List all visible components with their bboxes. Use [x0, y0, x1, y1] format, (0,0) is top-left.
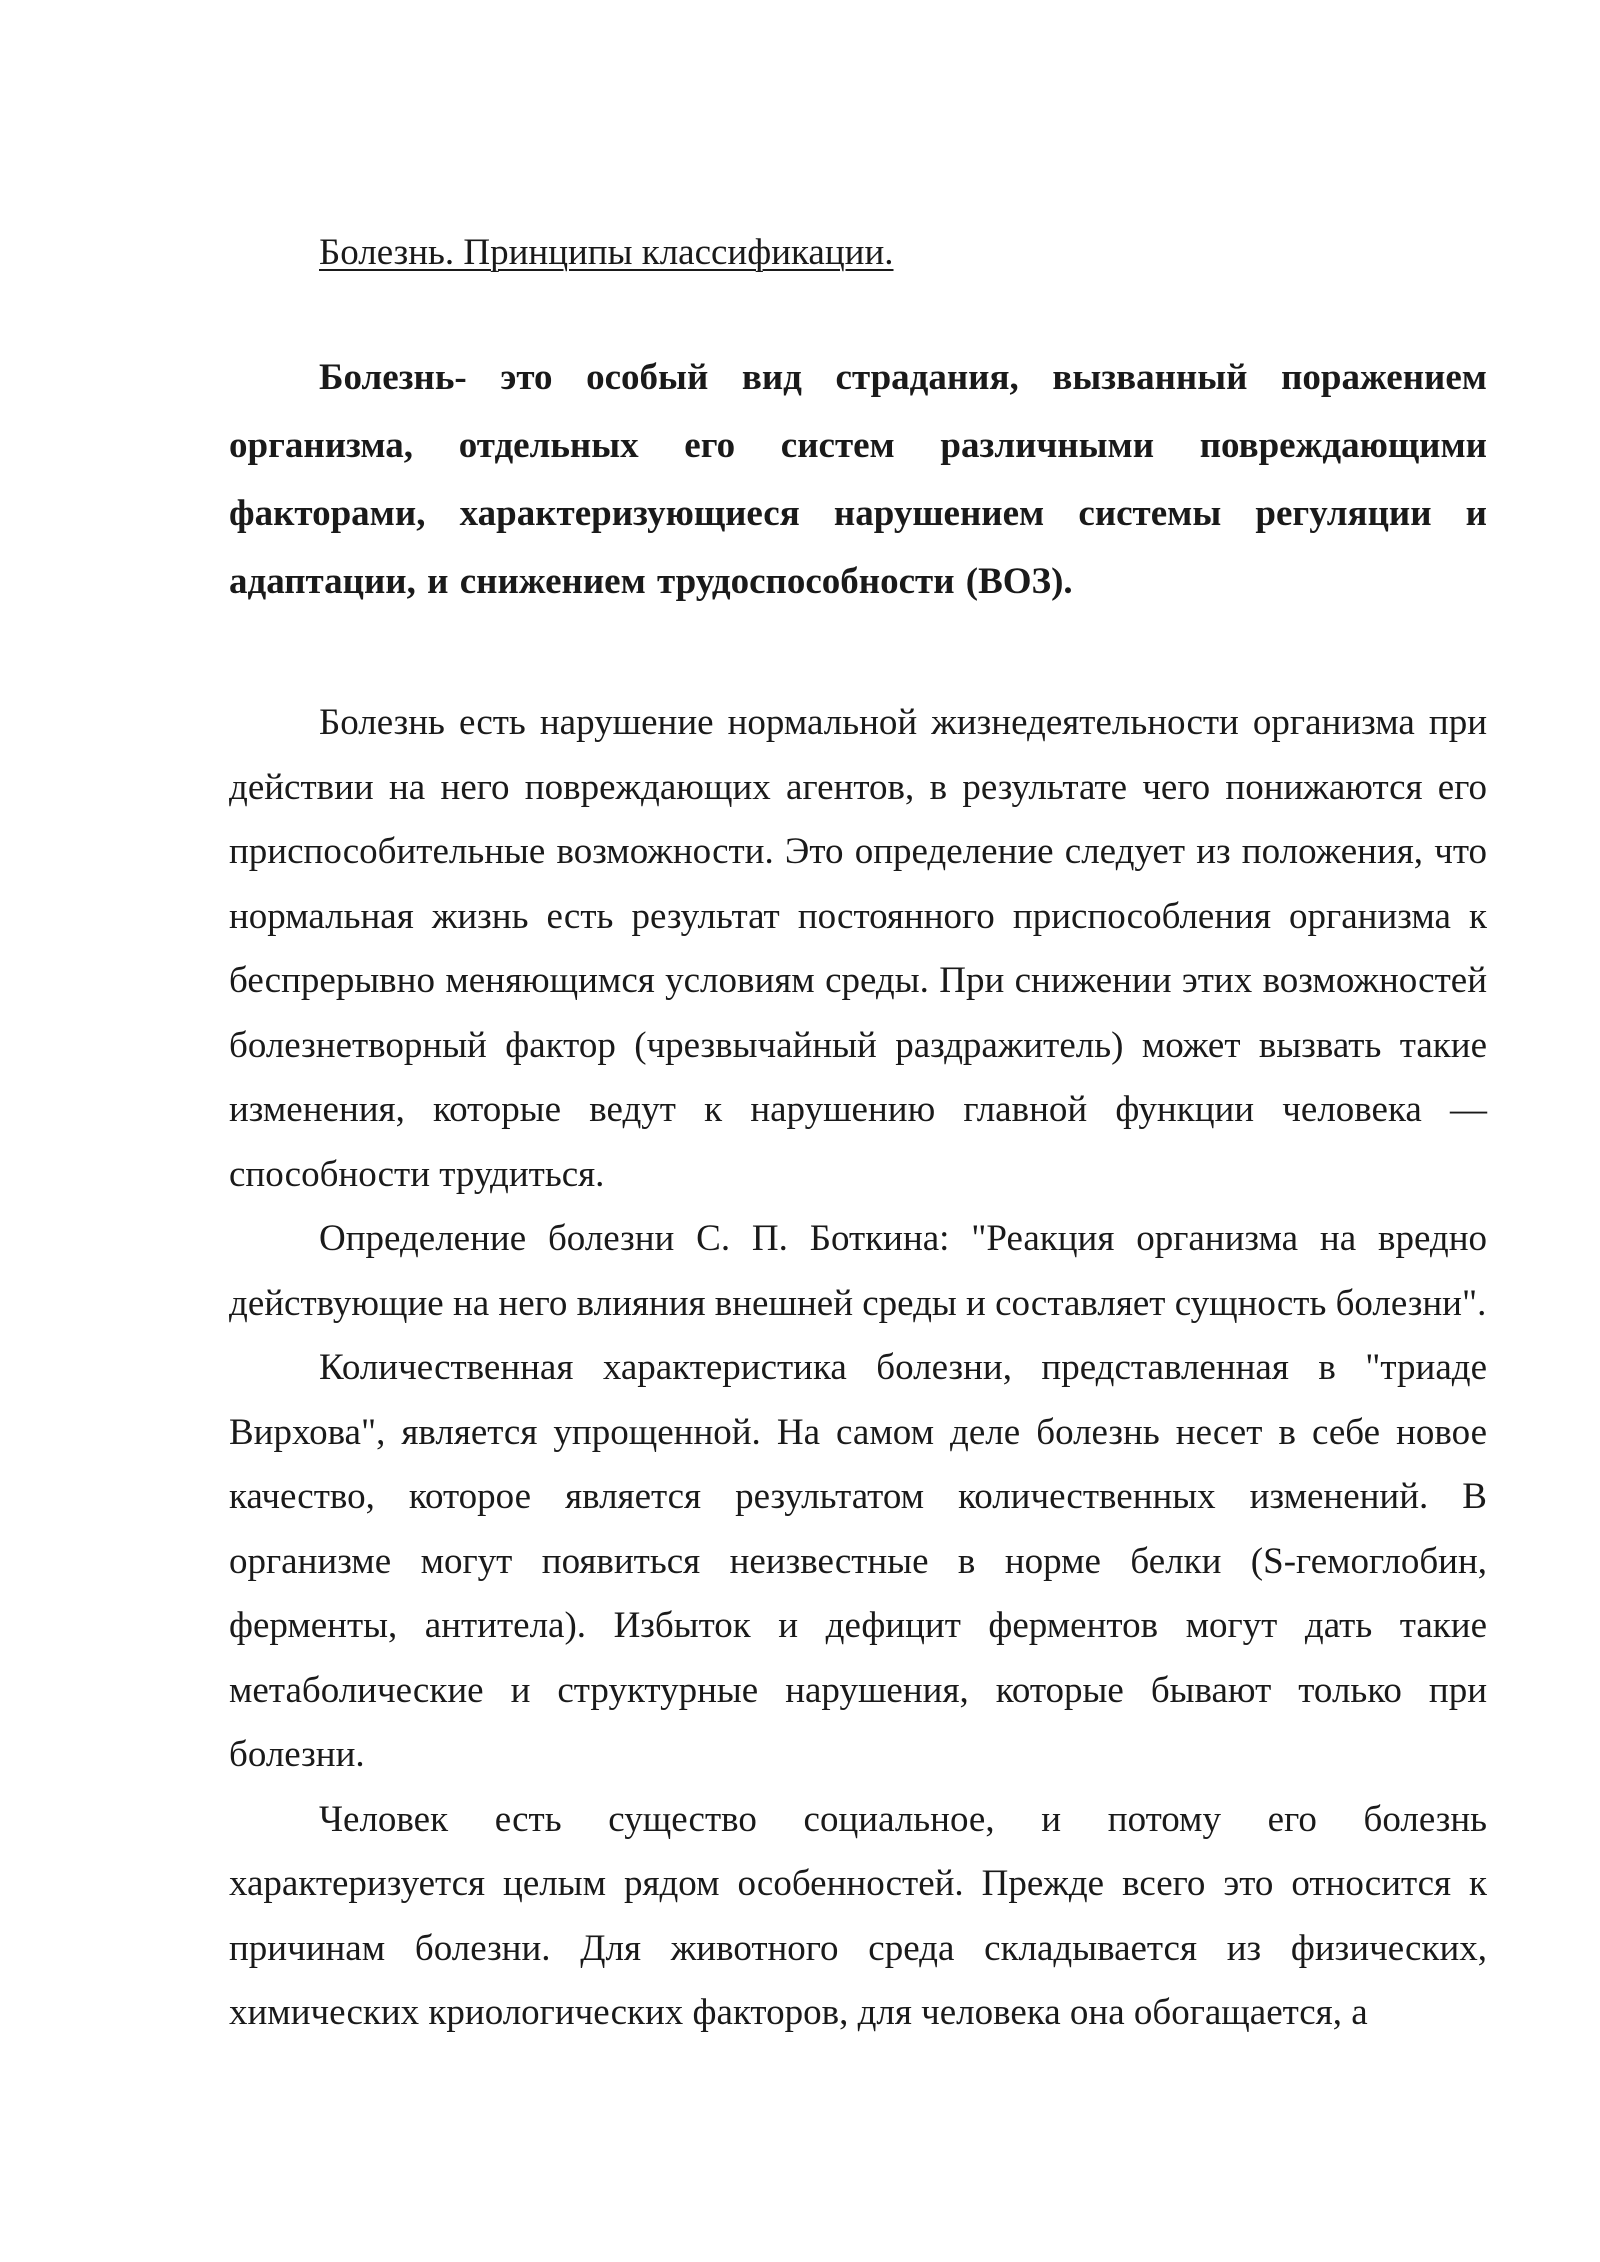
document-body	[229, 228, 1487, 2046]
body-paragraph: Человек есть существо социальное, и потому его болезнь характеризуется целым рядом особенностей. Прежде всего это относится к причинам болезни. Для животного среда складывается из физических, химических криологических факторов, для человека она обогащается, а	[229, 1798, 1487, 2033]
body-paragraph: Болезнь есть нарушение нормальной жизнедеятельности организма при действии на него повреждающих агентов, в результате чего понижаются его приспособительные возможности. Это определение следует из положения, что нормальная жизнь есть результат постоянного приспособления организма к беспрерывно меняющимся условиям среды. При снижении этих возможностей болезнетворный фактор (чрезвычайный раздражитель) может вызвать такие изменения, которые ведут к нарушению главной функции человека — способности трудиться.	[229, 702, 1487, 1195]
body-paragraph: Определение болезни С. П. Боткина: "Реакция организма на вредно действующие на него влияния внешней среды и составляет сущность болезни".	[229, 1218, 1487, 1324]
body-paragraph: Количественная характеристика болезни, представленная в "триаде Вирхова", является упрощенной. На самом деле болезнь несет в себе новое качество, которое является результатом количественных изменений. В организме могут появиться неизвестные в норме белки (S-гемоглобин, ферменты, антитела). Избыток и дефицит ферментов могут дать такие метаболические и структурные нарушения, которые бывают только при болезни.	[229, 1347, 1487, 1775]
document-title: Болезнь. Принципы классификации.	[319, 232, 894, 273]
definition-paragraph-who: Болезнь- это особый вид страдания, вызванный поражением организма, отдельных его систем различными повреждающими факторами, характеризующиеся нарушением системы регуляции и адаптации, и снижением трудоспособности (ВОЗ).	[229, 357, 1487, 602]
